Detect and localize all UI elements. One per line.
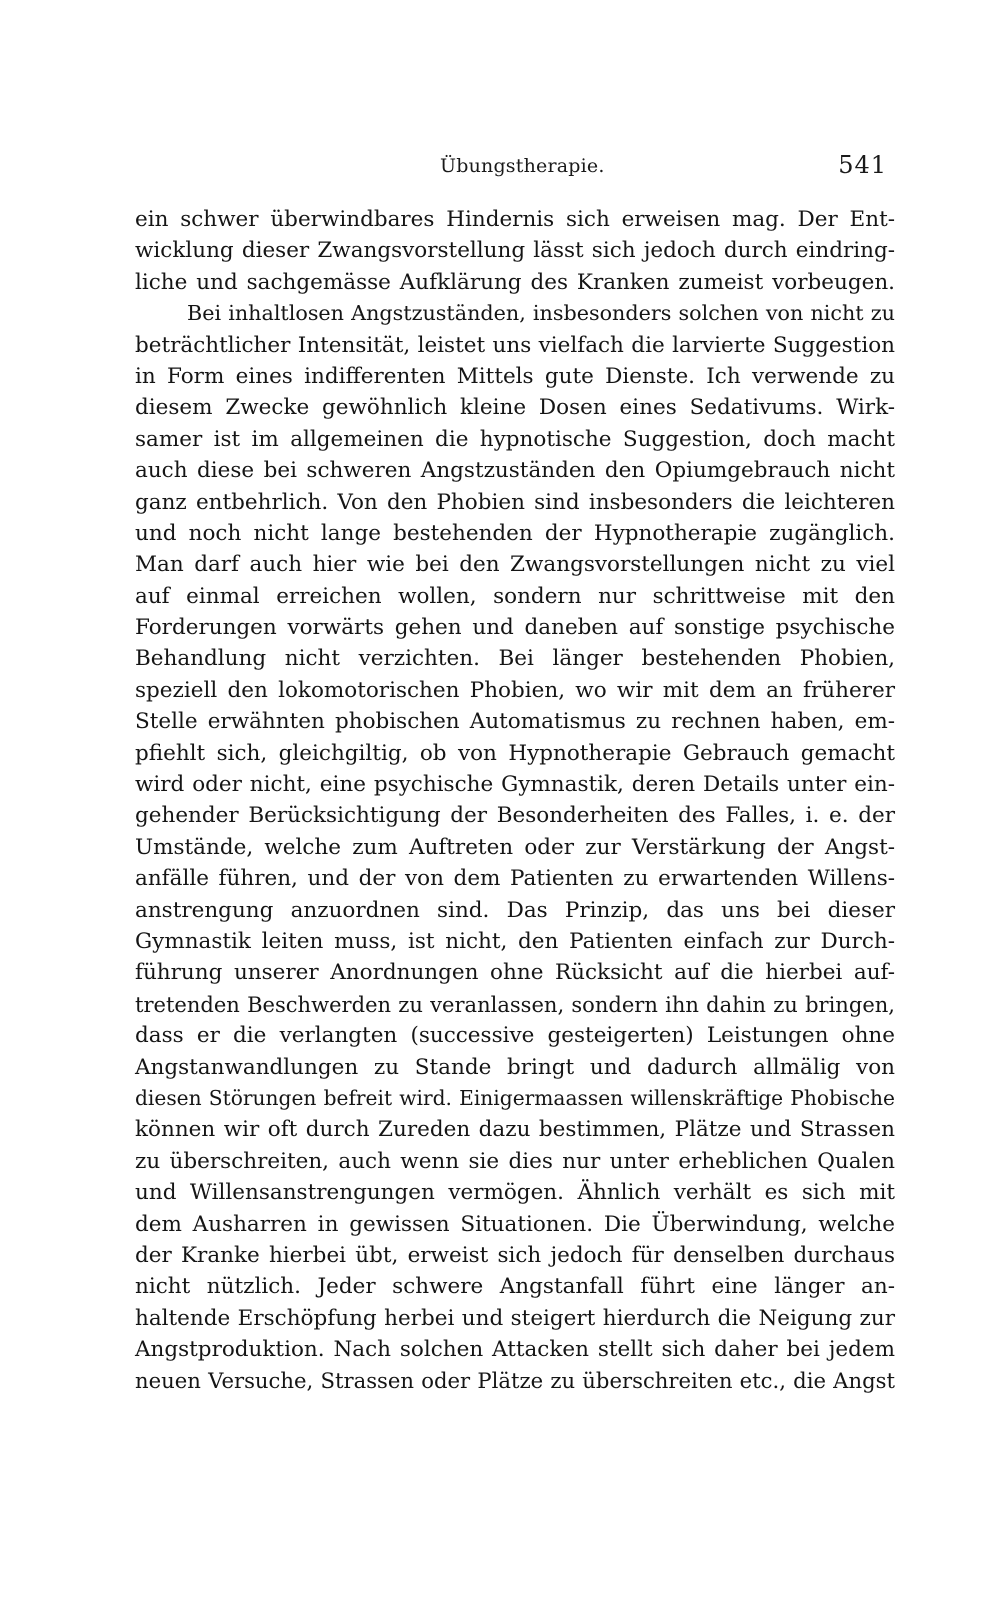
page-header <box>135 151 895 185</box>
text-line: können wir oft durch Zureden dazu bestimmen, Plätze und Strassen <box>135 1117 895 1143</box>
text-line: anfälle führen, und der von dem Patienten zu erwartenden Willens- <box>135 866 895 892</box>
text-line: Angstanwandlungen zu Stande bringt und dadurch allmälig von <box>135 1054 895 1080</box>
text-line: Behandlung nicht verzichten. Bei länger bestehenden Phobien, <box>135 646 895 672</box>
text-line: dass er die verlangten (successive gesteigerten) Leistungen ohne <box>135 1023 895 1049</box>
text-line: liche und sachgemässe Aufklärung des Kranken zumeist vorbeugen. <box>135 269 895 295</box>
text-line: zu überschreiten, auch wenn sie dies nur unter erheblichen Qualen <box>135 1148 895 1174</box>
text-line: Man darf auch hier wie bei den Zwangsvorstellungen nicht zu viel <box>135 552 895 578</box>
text-line: Stelle erwähnten phobischen Automatismus zu rechnen haben, em- <box>135 709 895 735</box>
text-line: in Form eines indifferenten Mittels gute Dienste. Ich verwende zu <box>135 363 895 389</box>
text-line: gehender Berücksichtigung der Besonderheiten des Falles, i. e. der <box>135 803 895 829</box>
page-number: 541 <box>838 151 887 179</box>
text-line: beträchtlicher Intensität, leistet uns vielfach die larvierte Suggestion <box>135 332 895 358</box>
text-line: auch diese bei schweren Angstzuständen den Opiumgebrauch nicht <box>135 458 895 484</box>
text-line: Angstproduktion. Nach solchen Attacken stellt sich daher bei jedem <box>135 1337 895 1363</box>
text-line: speziell den lokomotorischen Phobien, wo wir mit dem an früherer <box>135 677 895 703</box>
text-line: tretenden Beschwerden zu veranlassen, sondern ihn dahin zu bringen, <box>135 991 895 1017</box>
text-line: samer ist im allgemeinen die hypnotische Suggestion, doch macht <box>135 426 895 452</box>
text-line: Umstände, welche zum Auftreten oder zur Verstärkung der Angst- <box>135 834 895 860</box>
text-line: dem Ausharren in gewissen Situationen. Die Überwindung, welche <box>135 1211 895 1237</box>
text-line: Bei inhaltlosen Angstzuständen, insbesonders solchen von nicht zu <box>187 301 895 326</box>
text-line: neuen Versuche, Strassen oder Plätze zu überschreiten etc., die Angst <box>135 1368 895 1394</box>
text-line: nicht nützlich. Jeder schwere Angstanfall führt eine länger an- <box>135 1274 895 1300</box>
text-line: ein schwer überwindbares Hindernis sich erweisen mag. Der Ent- <box>135 207 895 232</box>
text-line: und Willensanstrengungen vermögen. Ähnlich verhält es sich mit <box>135 1180 895 1206</box>
text-line: wird oder nicht, eine psychische Gymnastik, deren Details unter ein- <box>135 772 895 798</box>
text-line: diesen Störungen befreit wird. Einigermaassen willenskräftige Phobische <box>135 1085 895 1110</box>
text-line: der Kranke hierbei übt, erweist sich jedoch für denselben durchaus <box>135 1242 895 1268</box>
text-line: diesem Zwecke gewöhnlich kleine Dosen eines Sedativums. Wirk- <box>135 395 895 421</box>
text-line: Forderungen vorwärts gehen und daneben auf sonstige psychische <box>135 615 895 641</box>
text-line: und noch nicht lange bestehenden der Hypnotherapie zugänglich. <box>135 520 895 546</box>
text-line: haltende Erschöpfung herbei und steigert hierdurch die Neigung zur <box>135 1305 895 1331</box>
text-line: führung unserer Anordnungen ohne Rücksicht auf die hierbei auf- <box>135 960 895 986</box>
body-text <box>135 204 895 1397</box>
text-line: wicklung dieser Zwangsvorstellung lässt sich jedoch durch eindring- <box>135 238 895 264</box>
running-title: Übungstherapie. <box>440 155 605 177</box>
text-line: Gymnastik leiten muss, ist nicht, den Patienten einfach zur Durch- <box>135 928 895 954</box>
text-line: auf einmal erreichen wollen, sondern nur schrittweise mit den <box>135 583 895 609</box>
text-line: pfiehlt sich, gleichgiltig, ob von Hypnotherapie Gebrauch gemacht <box>135 740 895 766</box>
text-line: ganz entbehrlich. Von den Phobien sind insbesonders die leichteren <box>135 489 895 515</box>
text-line: anstrengung anzuordnen sind. Das Prinzip, das uns bei dieser <box>135 897 895 923</box>
